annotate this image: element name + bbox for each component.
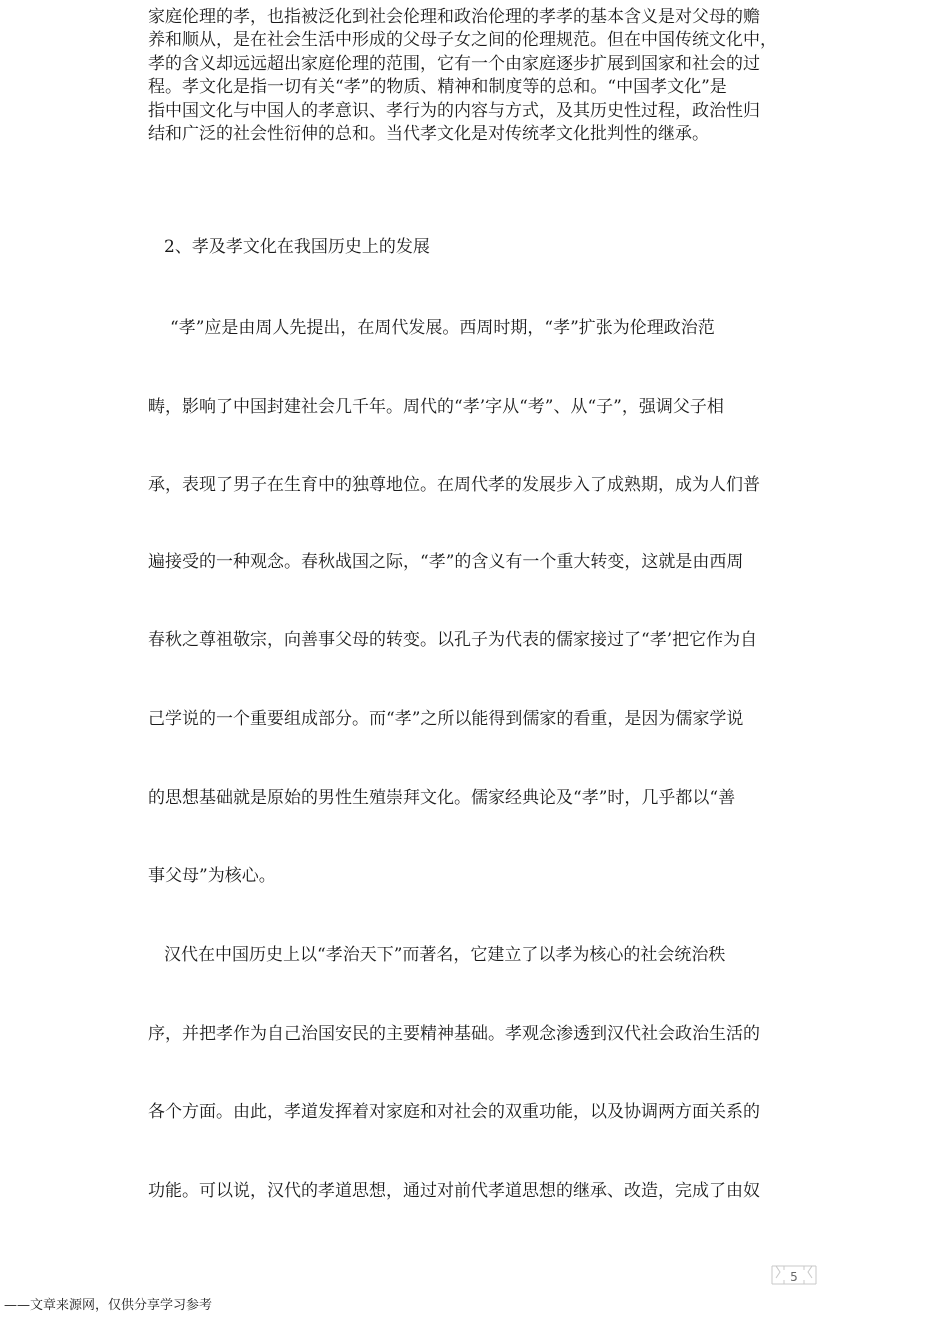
paragraph-line: 功能。可以说，汉代的孝道思想，通过对前代孝道思想的继承、改造，完成了由奴 [148, 1181, 760, 1201]
footer-note: ——文章来源网，仅供分享学习参考 [4, 1298, 213, 1313]
intro-paragraph [148, 6, 818, 146]
intro-line: 指中国文化与中国人的孝意识、孝行为的内容与方式，及其历史性过程，政治性归 [148, 100, 760, 121]
paragraph-line: 的思想基础就是原始的男性生殖崇拜文化。儒家经典论及“孝”时，几乎都以“善 [148, 788, 736, 808]
page-number-badge [770, 1262, 818, 1288]
paragraph-line: 遍接受的一种观念。春秋战国之际，“孝”的含义有一个重大转变，这就是由西周 [148, 552, 744, 572]
intro-line: 结和广泛的社会性衍伸的总和。当代孝文化是对传统孝文化批判性的继承。 [148, 124, 709, 145]
intro-line: 养和顺从，是在社会生活中形成的父母子女之间的伦理规范。但在中国传统文化中， [148, 30, 777, 51]
paragraph-line: 春秋之尊祖敬宗，向善事父母的转变。以孔子为代表的儒家接过了“孝’把它作为自 [148, 630, 758, 650]
intro-line: 孝的含义却远远超出家庭伦理的范围，它有一个由家庭逐步扩展到国家和社会的过 [148, 53, 760, 74]
paragraph-line: 汉代在中国历史上以“孝治天下”而著名，它建立了以孝为核心的社会统治秩 [164, 945, 726, 965]
intro-line: 程。孝文化是指一切有关“孝”的物质、精神和制度等的总和。“中国孝文化”是 [148, 77, 727, 98]
paragraph-line: 畴，影响了中国封建社会几千年。周代的“孝’字从“考”、从“子”，强调父子相 [148, 397, 724, 417]
paragraph-line: 承，表现了男子在生育中的独尊地位。在周代孝的发展步入了成熟期，成为人们普 [148, 475, 760, 495]
paragraph-line: 各个方面。由此，孝道发挥着对家庭和对社会的双重功能，以及协调两方面关系的 [148, 1102, 760, 1122]
intro-line: 家庭伦理的孝，也指被泛化到社会伦理和政治伦理的孝孝的基本含义是对父母的赡 [148, 7, 760, 27]
paragraph-line: 事父母”为核心。 [148, 866, 276, 886]
section-heading: 2、孝及孝文化在我国历史上的发展 [164, 237, 430, 257]
page-number: 5 [790, 1270, 798, 1284]
paragraph-line: 己学说的一个重要组成部分。而“孝”之所以能得到儒家的看重，是因为儒家学说 [148, 709, 744, 729]
paragraph-line: “孝”应是由周人先提出，在周代发展。西周时期，“孝”扩张为伦理政治范 [170, 318, 715, 338]
paragraph-line: 序，并把孝作为自己治国安民的主要精神基础。孝观念渗透到汉代社会政治生活的 [148, 1024, 760, 1044]
